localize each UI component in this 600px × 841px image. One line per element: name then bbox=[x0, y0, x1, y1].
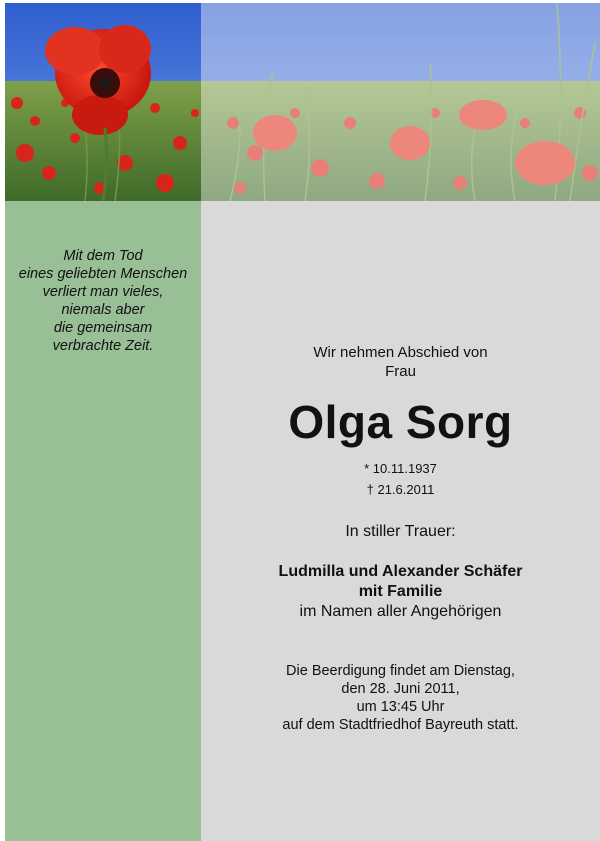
funeral-line: Die Beerdigung findet am Dienstag, bbox=[286, 663, 515, 679]
memorial-quote bbox=[5, 247, 201, 355]
farewell-intro bbox=[201, 343, 600, 381]
quote-line: die gemeinsam bbox=[53, 320, 153, 336]
quote-sidebar bbox=[5, 201, 201, 841]
quote-line: eines geliebten Menschen bbox=[18, 266, 188, 282]
family-names: Ludmilla und Alexander Schäfer bbox=[278, 563, 523, 580]
quote-line: Mit dem Tod bbox=[63, 248, 143, 264]
death-date: † 21.6.2011 bbox=[366, 482, 435, 497]
funeral-line: auf dem Stadtfriedhof Bayreuth statt. bbox=[282, 717, 519, 733]
family-signature bbox=[201, 562, 600, 622]
intro-title: Frau bbox=[385, 363, 416, 380]
poppy-field-header-image bbox=[5, 3, 600, 201]
obituary-card bbox=[5, 3, 600, 841]
poppy-field-image bbox=[5, 3, 600, 201]
deceased-name: Olga Sorg bbox=[288, 396, 513, 448]
funeral-line: den 28. Juni 2011, bbox=[341, 681, 460, 697]
family-relatives: im Namen aller Angehörigen bbox=[299, 603, 502, 620]
quote-line: verliert man vieles, bbox=[42, 284, 164, 300]
family-suffix: mit Familie bbox=[358, 583, 443, 600]
quote-line: niemals aber bbox=[61, 302, 145, 318]
funeral-details bbox=[201, 662, 600, 734]
life-dates bbox=[201, 458, 600, 500]
funeral-line: um 13:45 Uhr bbox=[356, 699, 445, 715]
intro-line: Wir nehmen Abschied von bbox=[313, 344, 488, 361]
quote-line: verbrachte Zeit. bbox=[52, 338, 154, 354]
notice-panel bbox=[201, 201, 600, 841]
birth-date: * 10.11.1937 bbox=[364, 461, 437, 476]
mourning-heading: In stiller Trauer: bbox=[345, 523, 456, 540]
